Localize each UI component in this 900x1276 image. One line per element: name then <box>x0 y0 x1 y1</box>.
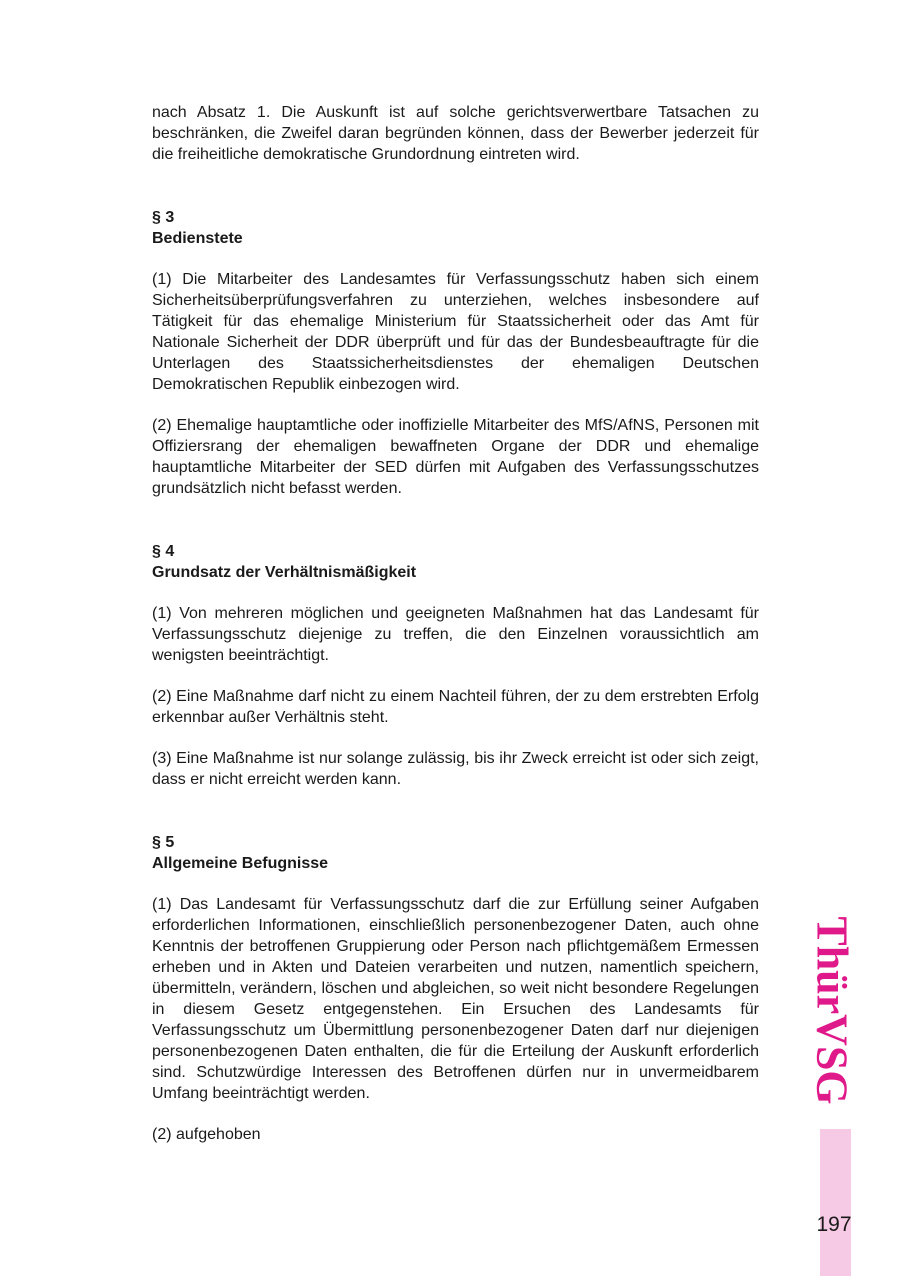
section-title: Allgemeine Befugnisse <box>152 855 329 872</box>
section-title: Grundsatz der Verhältnismäßigkeit <box>152 564 417 581</box>
section-number: § 3 <box>152 209 175 226</box>
section-paragraph: (1) Das Landesamt für Verfassungsschutz darf die zur Erfüllung seiner Aufgaben erforderlichen Informationen, einschließlich personenbezogener Daten, auch ohne Kenntnis der betroffenen Gruppierung oder Person nach pflichtgemäßem Ermessen erheben und in Akten und Dateien verarbeiten und nutzen, namentlich speichern, übermitteln, verändern, löschen und abgleichen, so weit nicht besondere Regelungen in diesem Gesetz entgegenstehen. Ein Ersuchen des Landesamts für Verfassungsschutz um Übermittlung personenbezogener Daten darf nur diejenigen personenbezogenen Daten enthalten, die für die Erteilung der Auskunft erforderlich sind. Schutzwürdige Interessen des Betroffenen dürfen nur in unvermeidbarem Umfang beeinträchtigt werden. <box>152 896 759 1102</box>
section-3 <box>152 207 759 499</box>
section-paragraph: (1) Die Mitarbeiter des Landesamtes für Verfassungsschutz haben sich einem Sicherheitsüberprüfungsverfahren zu unterziehen, welches insbesondere auf Tätigkeit für das ehemalige Ministerium für Staatssicherheit oder das Amt für Nationale Sicherheit der DDR überprüft und für das der Bundesbeauftragte für die Unterlagen des Staatssicherheitsdienstes der ehemaligen Deutschen Demokratischen Republik einbezogen wird. <box>152 271 759 393</box>
section-paragraph: (2) aufgehoben <box>152 1126 261 1143</box>
page-tab-marker <box>820 1129 851 1276</box>
section-title: Bedienstete <box>152 230 243 247</box>
page-number: 197 <box>816 1213 852 1236</box>
section-4 <box>152 541 759 790</box>
intro-paragraph: nach Absatz 1. Die Auskunft ist auf solche gerichtsverwertbare Tatsachen zu beschränken, die Zweifel daran begründen können, dass der Bewerber jederzeit für die freiheitliche demokratische Grundordnung eintreten wird. <box>152 104 759 163</box>
side-title <box>806 915 858 1105</box>
side-title-text: ThürVSG <box>807 915 857 1105</box>
section-5 <box>152 832 759 1145</box>
document-body <box>152 102 759 1145</box>
section-paragraph: (3) Eine Maßnahme ist nur solange zulässig, bis ihr Zweck erreicht ist oder sich zeigt, dass er nicht erreicht werden kann. <box>152 750 759 788</box>
section-paragraph: (2) Ehemalige hauptamtliche oder inoffizielle Mitarbeiter des MfS/AfNS, Personen mit Offiziersrang der ehemaligen bewaffneten Organe der DDR und ehemalige hauptamtliche Mitarbeiter der SED dürfen mit Aufgaben des Verfassungsschutzes grundsätzlich nicht befasst werden. <box>152 417 759 497</box>
section-paragraph: (1) Von mehreren möglichen und geeigneten Maßnahmen hat das Landesamt für Verfassungsschutz diejenige zu treffen, die den Einzelnen voraussichtlich am wenigsten beeinträchtigt. <box>152 605 759 664</box>
section-number: § 5 <box>152 834 175 851</box>
section-number: § 4 <box>152 543 175 560</box>
section-paragraph: (2) Eine Maßnahme darf nicht zu einem Nachteil führen, der zu dem erstrebten Erfolg erkennbar außer Verhältnis steht. <box>152 688 759 726</box>
